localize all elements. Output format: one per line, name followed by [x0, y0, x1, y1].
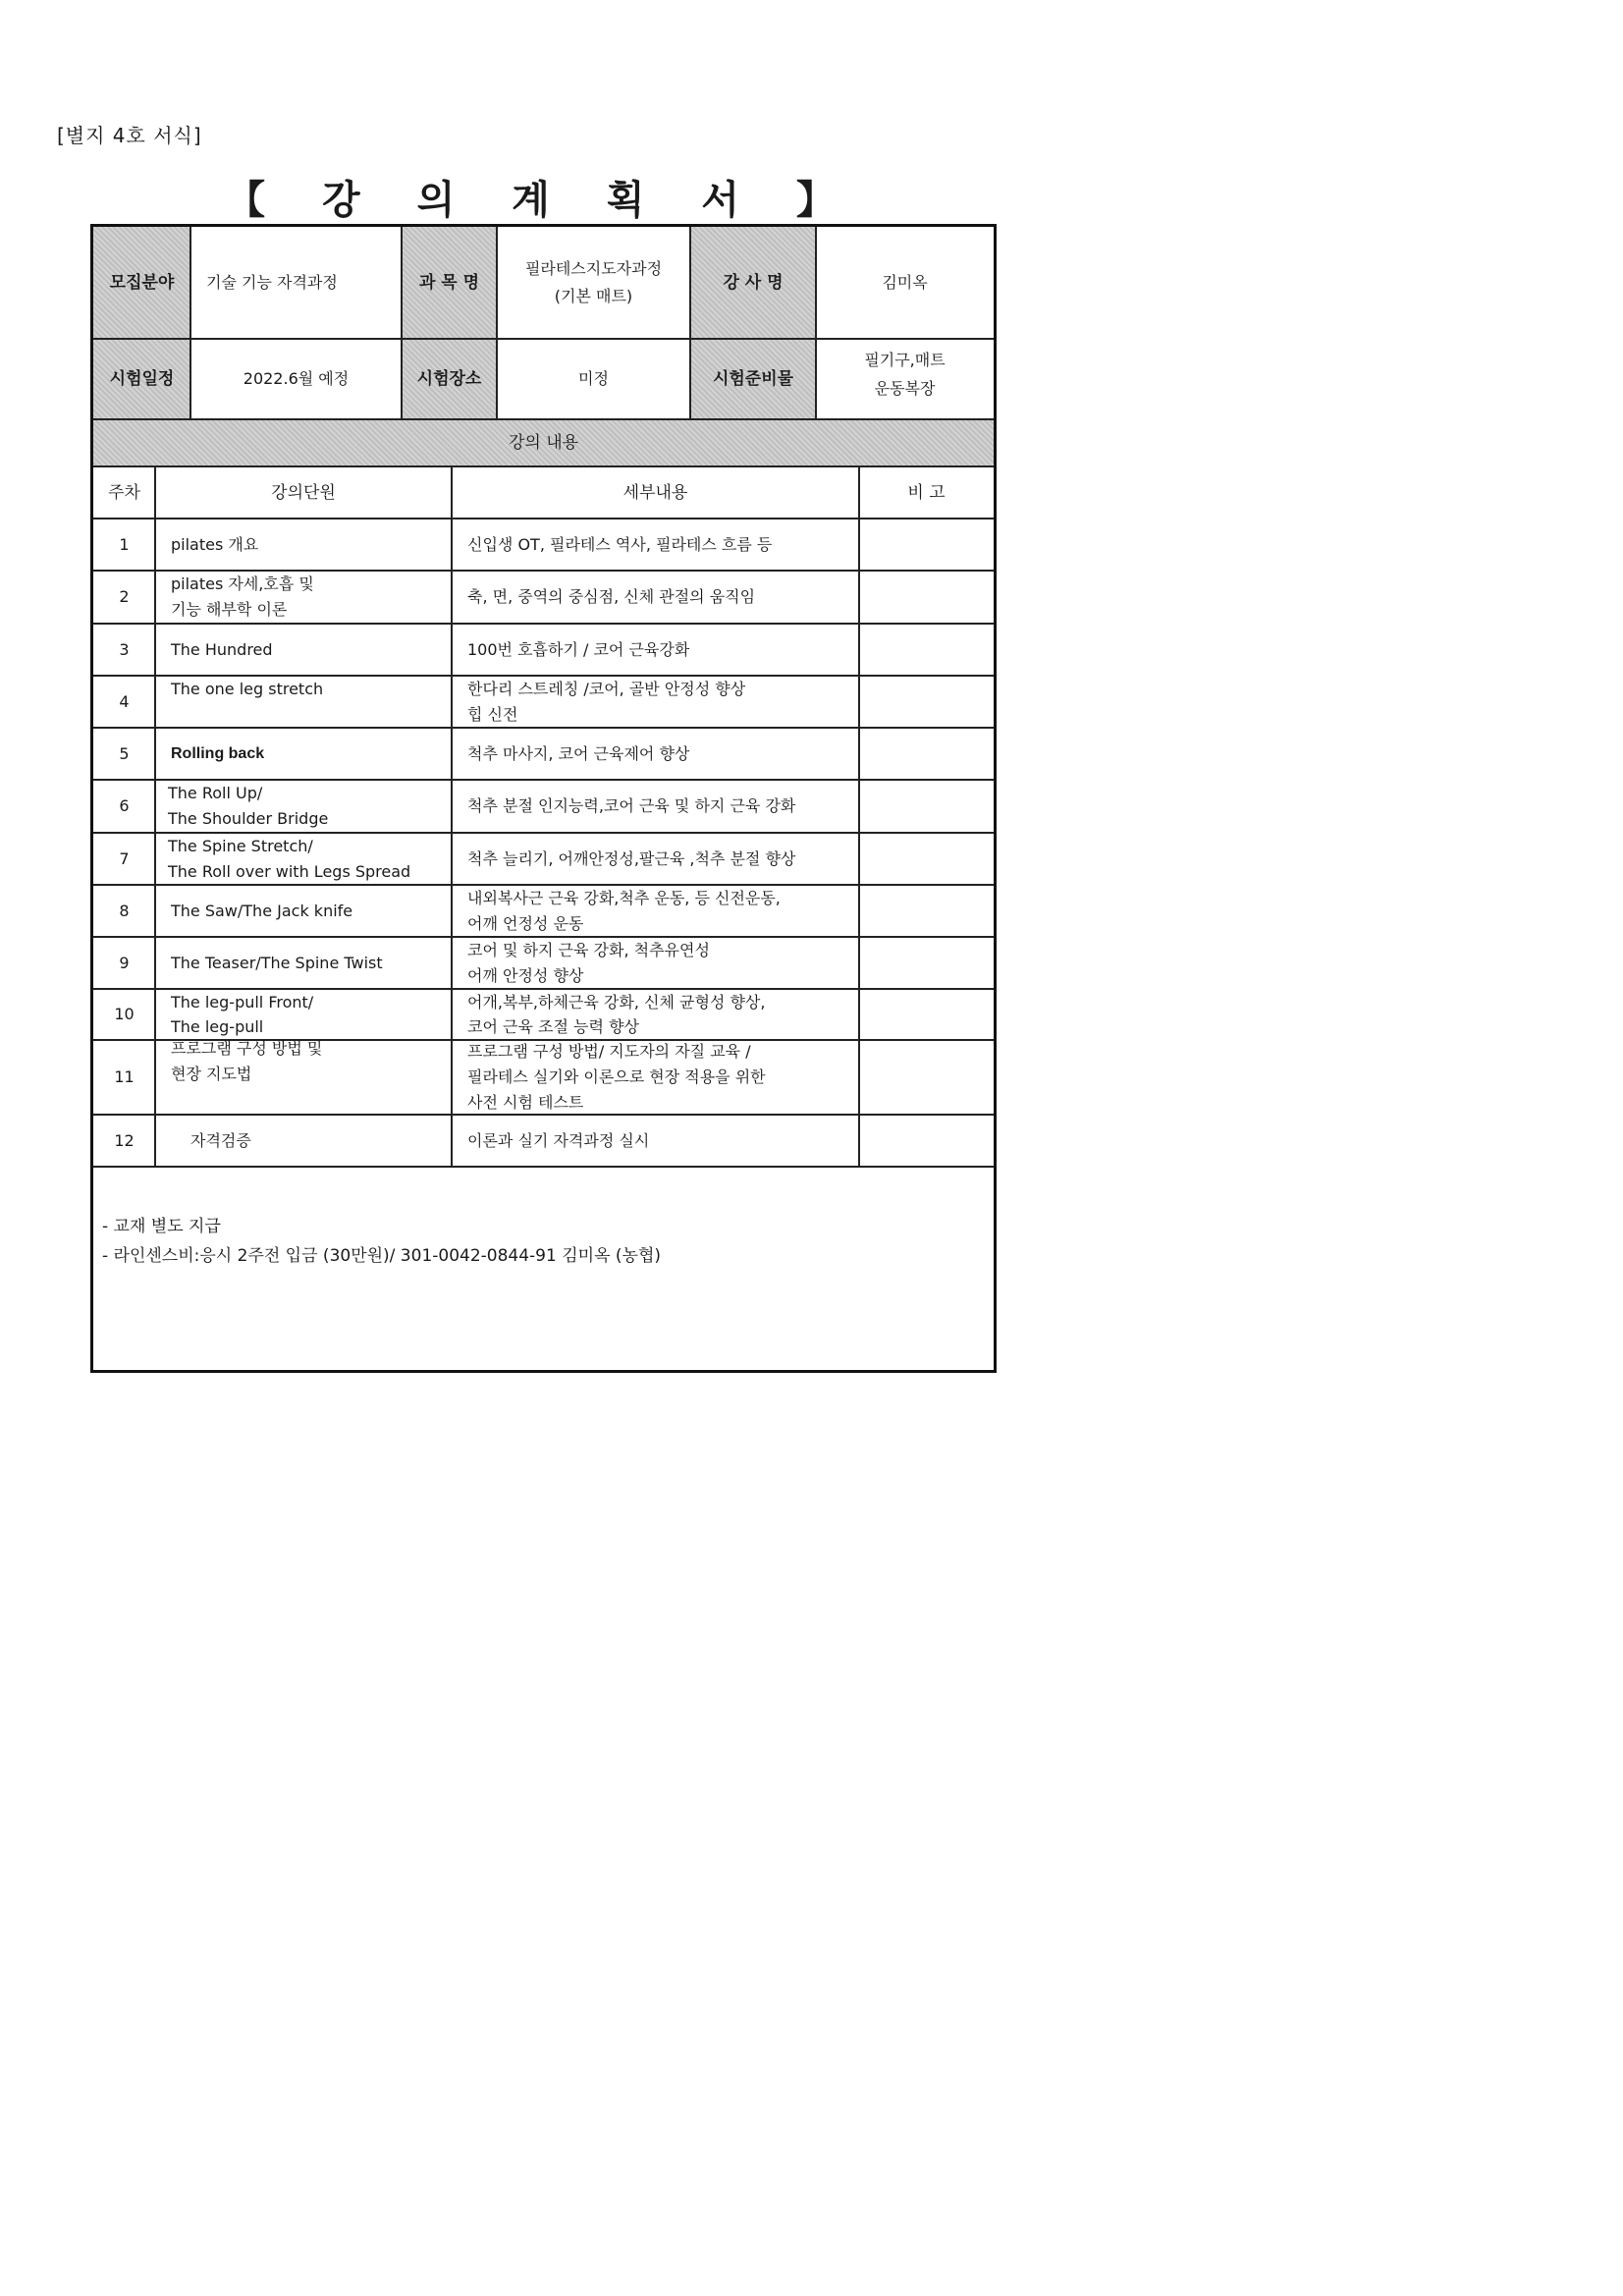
- lecture-note: [859, 624, 994, 676]
- week-number: 5: [119, 743, 130, 763]
- form-number: [별지 4호 서식]: [57, 124, 202, 147]
- column-header-note: 비 고: [907, 482, 946, 503]
- exam-prep-value: 필기구,매트 운동복장: [864, 351, 946, 398]
- lecture-note: [859, 519, 994, 571]
- lecture-note: [859, 571, 994, 624]
- lecture-note: [859, 989, 994, 1040]
- lecture-detail: 척추 마사지, 코어 근육제어 향상: [467, 743, 690, 763]
- week-number: 7: [119, 848, 130, 868]
- week-number: 10: [114, 1005, 135, 1023]
- lecture-unit: The Teaser/The Spine Twist: [171, 953, 383, 972]
- lecture-plan-table: [90, 224, 997, 1373]
- notes-section: [102, 1212, 661, 1271]
- week-number: 1: [119, 534, 130, 554]
- instructor-label: 강 사 명: [690, 227, 816, 339]
- week-number: 2: [119, 587, 130, 606]
- week-number: 9: [119, 953, 130, 972]
- lecture-note: [859, 676, 994, 728]
- exam-date-value: 2022.6월 예정: [243, 369, 350, 388]
- instructor-value: 김미옥: [882, 273, 928, 292]
- lecture-unit: Rolling back: [171, 744, 265, 762]
- lecture-detail: 척추 늘리기, 어깨안정성,팔근육 ,척추 분절 향상: [467, 848, 796, 868]
- exam-place-value: 미정: [578, 369, 609, 388]
- lecture-detail: 척추 분절 인지능력,코어 근육 및 하지 근육 강화: [467, 796, 796, 815]
- week-number: 11: [114, 1067, 135, 1086]
- lecture-unit: The one leg stretch: [171, 680, 324, 698]
- lecture-unit: The Spine Stretch/ The Roll over with Legs Spread: [168, 836, 411, 881]
- lecture-unit: The Roll Up/ The Shoulder Bridge: [168, 784, 329, 828]
- lecture-note: [859, 1040, 994, 1115]
- lecture-unit: pilates 자세,호흡 및 기능 해부학 이론: [171, 574, 314, 619]
- lecture-detail: 이론과 실기 자격과정 실시: [467, 1130, 650, 1150]
- lecture-note: [859, 937, 994, 989]
- lecture-note: [859, 728, 994, 780]
- week-number: 3: [119, 639, 130, 659]
- document-title: 【 강 의 계 획 서 】: [226, 178, 857, 223]
- lecture-note: [859, 1115, 994, 1167]
- week-number: 12: [114, 1130, 135, 1150]
- lecture-unit: 자격검증: [190, 1130, 251, 1150]
- lecture-detail: 코어 및 하지 근육 강화, 척추유연성 어깨 안정성 향상: [467, 940, 710, 985]
- lecture-note: [859, 885, 994, 937]
- lecture-note: [859, 833, 994, 885]
- lecture-unit: The leg-pull Front/ The leg-pull: [171, 993, 314, 1036]
- note-textbook: - 교재 별도 지급: [102, 1217, 221, 1236]
- exam-date-label: 시험일정: [93, 339, 190, 419]
- course-name-label: 과 목 명: [402, 227, 497, 339]
- exam-prep-label: 시험준비물: [690, 339, 816, 419]
- lecture-note: [859, 780, 994, 833]
- lecture-detail: 100번 호흡하기 / 코어 근육강화: [467, 639, 690, 659]
- note-license-fee: - 라인센스비:응시 2주전 입금 (30만원)/ 301-0042-0844-91 김미옥 (농협): [102, 1246, 661, 1266]
- week-number: 6: [119, 796, 130, 815]
- column-header-detail: 세부내용: [622, 482, 688, 503]
- week-number: 4: [119, 691, 130, 711]
- exam-place-label: 시험장소: [402, 339, 497, 419]
- lecture-detail: 신입생 OT, 필라테스 역사, 필라테스 흐름 등: [467, 534, 773, 554]
- lecture-detail: 프로그램 구성 방법/ 지도자의 자질 교육 / 필라테스 실기와 이론으로 현장 적용을 위한 사전 시험 테스트: [467, 1042, 766, 1112]
- lecture-detail: 한다리 스트레칭 /코어, 골반 안정성 향상 힙 신전: [467, 679, 746, 724]
- recruit-field-value: 기술 기능 자격과정: [206, 273, 338, 292]
- lecture-detail: 축, 면, 중역의 중심점, 신체 관절의 움직임: [467, 587, 756, 606]
- content-header: 강의 내용: [93, 419, 994, 466]
- week-number: 8: [119, 901, 130, 920]
- lecture-unit: 프로그램 구성 방법 및 현장 지도법: [171, 1039, 323, 1083]
- recruit-field-label: 모집분야: [93, 227, 190, 339]
- column-header-unit: 강의단원: [271, 482, 336, 503]
- lecture-unit: pilates 개요: [171, 534, 259, 554]
- column-header-week: 주차: [108, 482, 140, 503]
- lecture-detail: 내외복사근 근육 강화,척추 운동, 등 신전운동, 어깨 언정성 운동: [467, 888, 781, 933]
- course-name-value: 필라테스지도자과정 (기본 매트): [524, 259, 663, 305]
- lecture-unit: The Hundred: [171, 639, 273, 659]
- lecture-detail: 어개,복부,하체근육 강화, 신체 균형성 향상, 코어 근육 조절 능력 향상: [467, 993, 766, 1036]
- lecture-unit: The Saw/The Jack knife: [171, 901, 353, 920]
